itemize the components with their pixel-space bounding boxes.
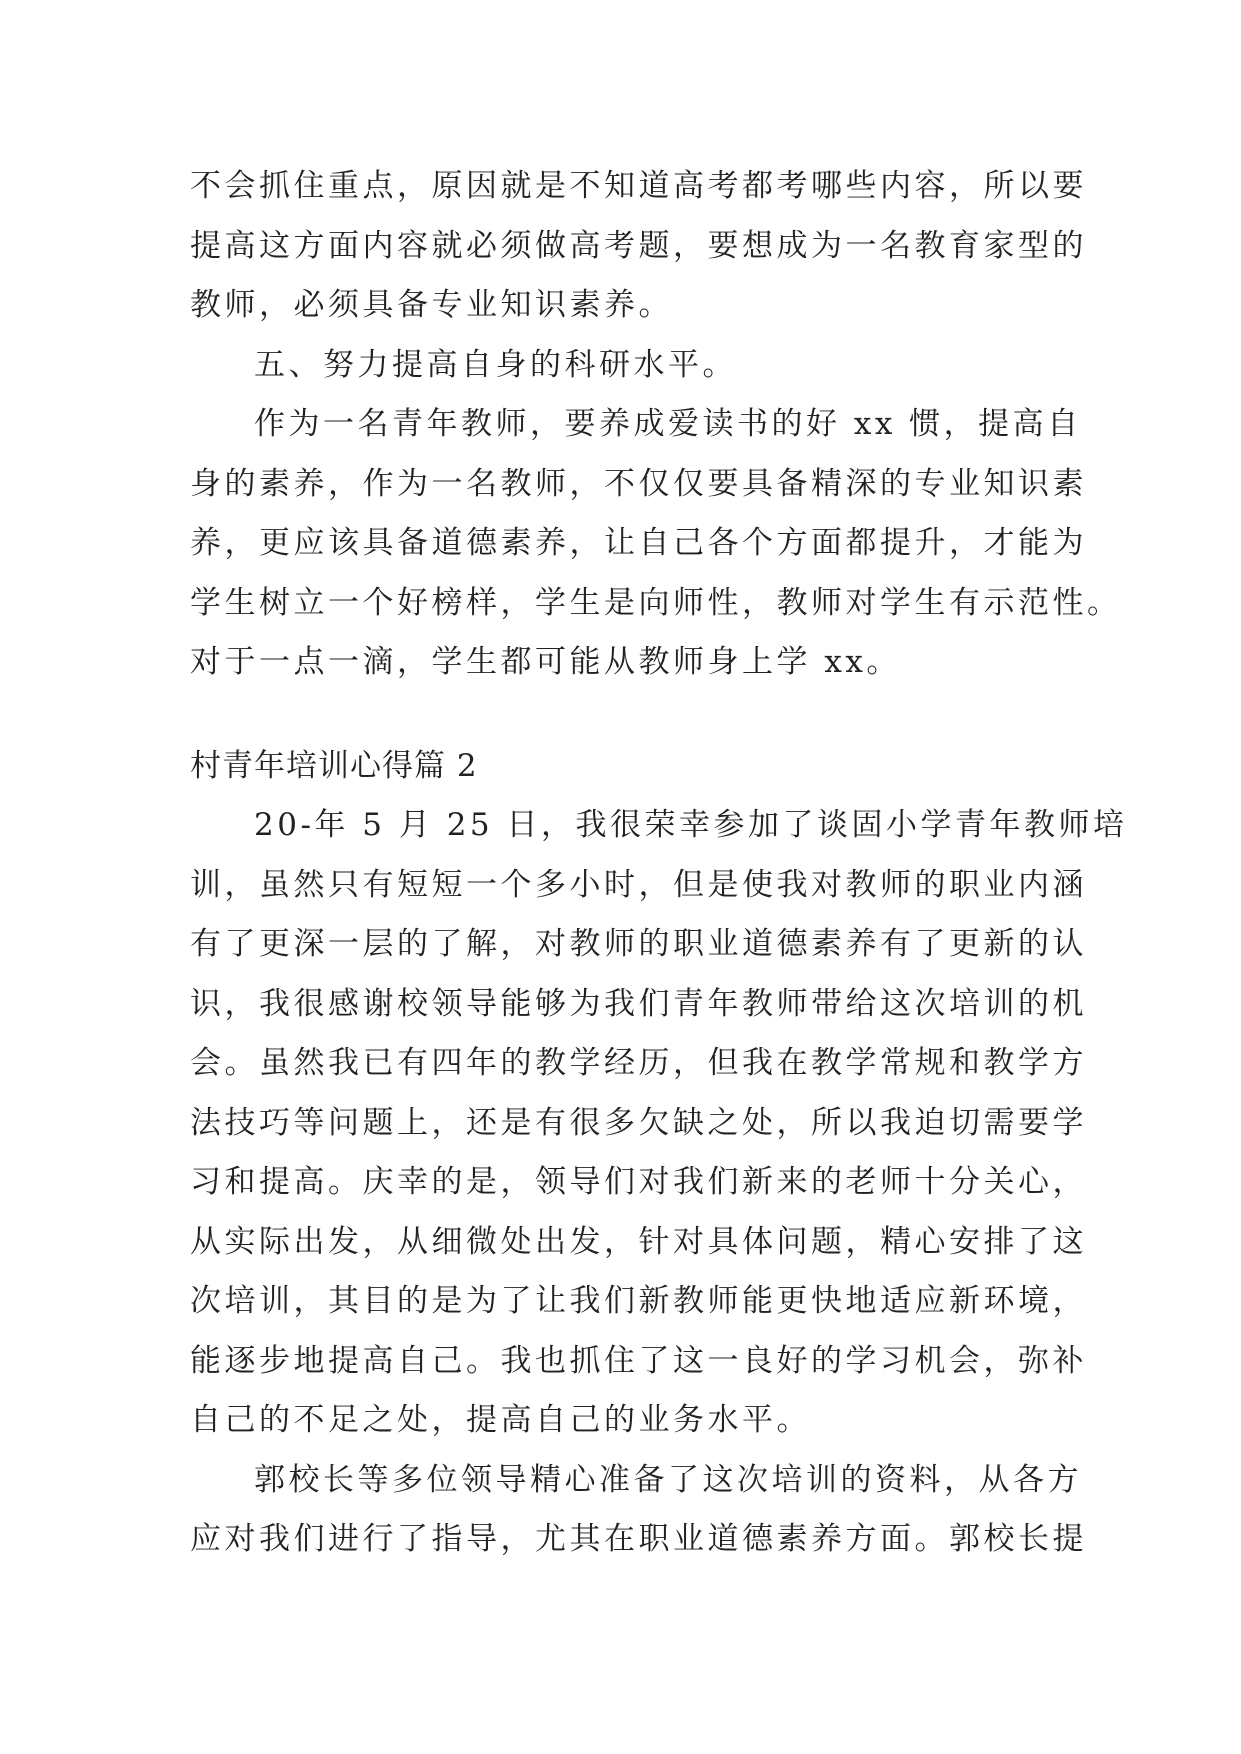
paragraph-line: 郭校长等多位领导精心准备了这次培训的资料，从各方 bbox=[254, 1461, 1082, 1498]
paragraph-line: 会。虽然我已有四年的教学经历，但我在教学常规和教学方 bbox=[190, 1045, 1087, 1081]
paragraph-line: 识，我很感谢校领导能够为我们青年教师带给这次培训的机 bbox=[190, 985, 1087, 1022]
document-body bbox=[190, 157, 1128, 1570]
paragraph-line: 能逐步地提高自己。我也抓住了这一良好的学习机会，弥补 bbox=[190, 1342, 1087, 1379]
paragraph-line: 养，更应该具备道德素养，让自己各个方面都提升，才能为 bbox=[190, 525, 1087, 561]
paragraph-line: 训，虽然只有短短一个多小时，但是使我对教师的职业内涵 bbox=[190, 866, 1087, 903]
paragraph-line: 法技巧等问题上，还是有很多欠缺之处，所以我迫切需要学 bbox=[190, 1104, 1087, 1141]
paragraph-line: 习和提高。庆幸的是，领导们对我们新来的老师十分关心， bbox=[190, 1164, 1087, 1200]
paragraph-line: 从实际出发，从细微处出发，针对具体问题，精心安排了这 bbox=[190, 1223, 1087, 1260]
paragraph-line: 应对我们进行了指导，尤其在职业道德素养方面。郭校长提 bbox=[190, 1521, 1087, 1557]
point-5-title: 五、努力提高自身的科研水平。 bbox=[254, 346, 737, 383]
paragraph-line: 提高这方面内容就必须做高考题，要想成为一名教育家型的 bbox=[190, 227, 1087, 264]
paragraph-line: 不会抓住重点，原因就是不知道高考都考哪些内容，所以要 bbox=[190, 168, 1087, 204]
paragraph-line: 教师，必须具备专业知识素养。 bbox=[190, 287, 673, 323]
paragraph-line: 作为一名青年教师，要养成爱读书的好 xx 惯，提高自 bbox=[254, 406, 1082, 442]
paragraph-line: 次培训，其目的是为了让我们新教师能更快地适应新环境， bbox=[190, 1283, 1087, 1319]
paragraph-line: 20-年 5 月 25 日，我很荣幸参加了谈固小学青年教师培 bbox=[254, 807, 1128, 843]
section-heading: 村青年培训心得篇 2 bbox=[190, 747, 478, 784]
paragraph-line: 自己的不足之处，提高自己的业务水平。 bbox=[190, 1402, 811, 1438]
paragraph-line: 有了更深一层的了解，对教师的职业道德素养有了更新的认 bbox=[190, 926, 1087, 962]
paragraph-line: 对于一点一滴，学生都可能从教师身上学 xx。 bbox=[190, 644, 901, 680]
paragraph-line: 学生树立一个好榜样，学生是向师性，教师对学生有示范性。 bbox=[190, 584, 1122, 621]
paragraph-line: 身的素养，作为一名教师，不仅仅要具备精深的专业知识素 bbox=[190, 465, 1087, 502]
